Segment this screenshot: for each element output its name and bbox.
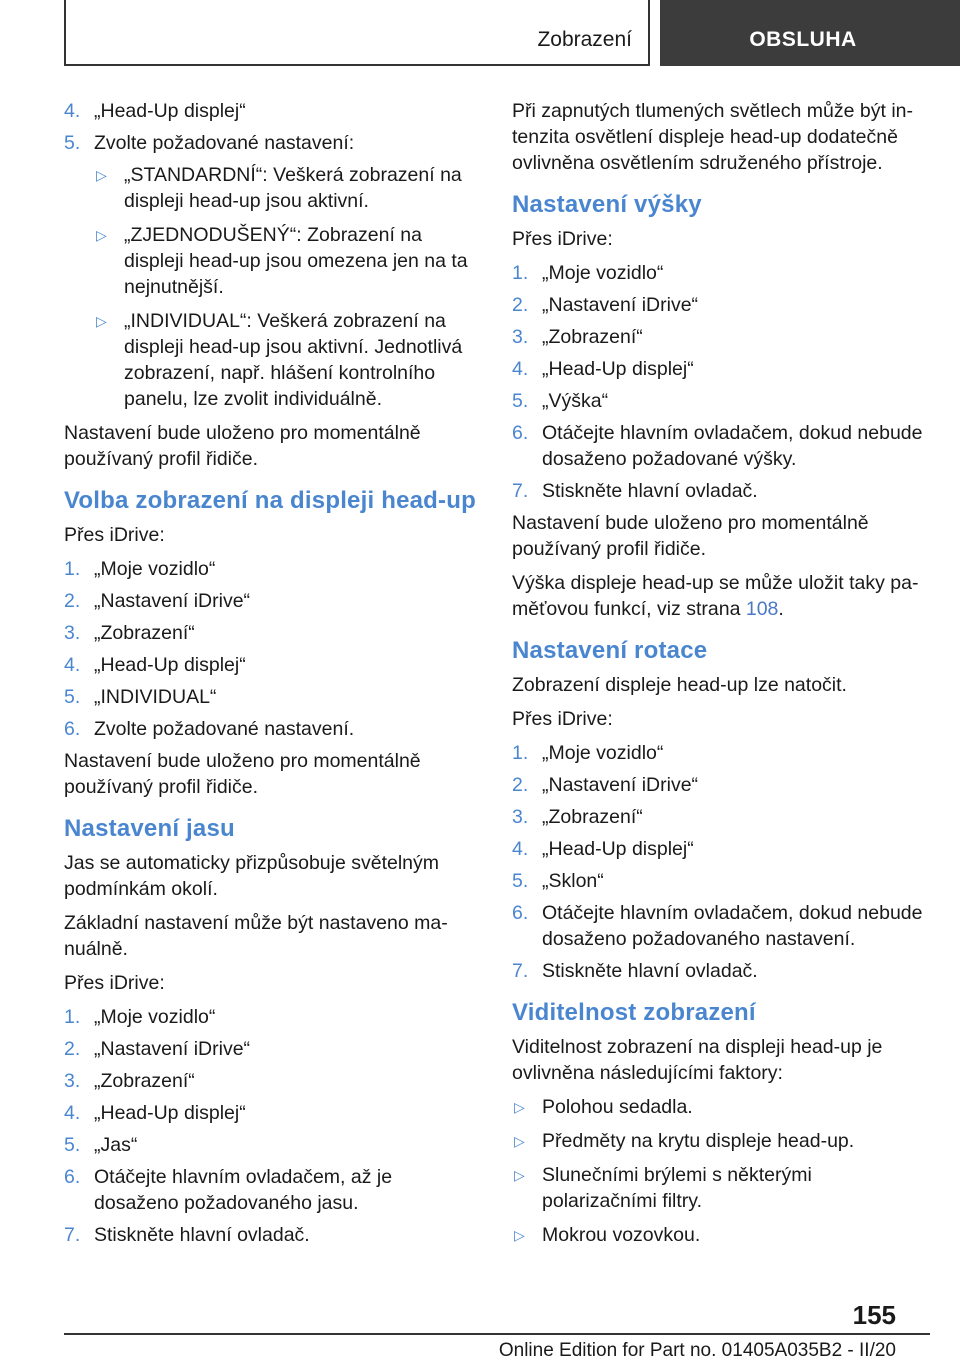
step-number: 2. — [64, 1038, 81, 1060]
list-item — [512, 804, 927, 830]
step-number: 4. — [64, 100, 81, 122]
chapter-title: OBSLUHA — [749, 28, 857, 51]
step-text: Otáčejte hlavním ovladačem, až je dosaženo požadovaného jasu. — [94, 1166, 393, 1214]
steps-volba-list — [64, 556, 479, 742]
step-number: 4. — [64, 1102, 81, 1124]
step-number: 7. — [64, 1224, 81, 1246]
list-item — [512, 388, 927, 414]
page-link[interactable]: 108 — [745, 598, 779, 620]
memory-paragraph — [512, 570, 927, 622]
step-number: 2. — [512, 294, 529, 316]
memory-text-end: . — [778, 598, 784, 620]
step-number: 3. — [64, 1070, 81, 1092]
step-number: 7. — [512, 960, 529, 982]
step-text: „Nastavení iDrive“ — [542, 294, 699, 316]
right-column — [512, 98, 927, 1256]
factor-text: Mokrou vozovkou. — [542, 1224, 701, 1246]
step-text: „Sklon“ — [542, 870, 604, 892]
list-item — [64, 1164, 479, 1216]
left-column — [64, 98, 479, 1254]
option-text: „ZJEDNODUŠENÝ“: Zobrazení na displeji head-up jsou omezena jen na ta nejnutnější. — [124, 224, 468, 298]
list-item — [512, 260, 927, 286]
jas-paragraph: Jas se automaticky přizpůsobuje světelným podmínkám okolí. — [64, 852, 440, 900]
step-number: 5. — [512, 870, 529, 892]
list-item — [64, 130, 479, 156]
step-number: 6. — [64, 1166, 81, 1188]
step-text: Zvolte požadované nastavení. — [94, 718, 355, 740]
step-number: 2. — [64, 590, 81, 612]
step-text: Otáčejte hlavním ovladačem, dokud nebude dosaženo požadované výšky. — [542, 422, 923, 470]
step-number: 5. — [64, 686, 81, 708]
step-text: „Zobrazení“ — [542, 326, 643, 348]
list-item — [64, 684, 479, 710]
viditelnost-paragraph: Viditelnost zobrazení na displeji head-up je ovlivněna následujícími faktory: — [512, 1036, 883, 1084]
section-title: Zobrazení — [537, 28, 632, 51]
intro-paragraph: Při zapnutých tlumených světlech může být intenzita osvětlení displeje head-up dodatečně ovlivněna osvětlením sdruženého přístroje. — [512, 100, 914, 174]
step-text: „Moje vozidlo“ — [542, 742, 664, 764]
list-item — [64, 1222, 479, 1248]
list-item — [512, 740, 927, 766]
triangle-bullet-icon: ▷ — [96, 313, 107, 329]
jas-paragraph: Základní nastavení může být nastaveno manuálně. — [64, 912, 448, 960]
step-number: 5. — [64, 132, 81, 154]
via-idrive: Přes iDrive: — [64, 972, 165, 994]
step-number: 5. — [64, 1134, 81, 1156]
list-item — [64, 1036, 479, 1062]
step-text: „Jas“ — [94, 1134, 138, 1156]
list-item — [512, 900, 927, 952]
step-number: 3. — [512, 326, 529, 348]
steps-rotace-list — [512, 740, 927, 984]
step-number: 3. — [64, 622, 81, 644]
list-item — [64, 588, 479, 614]
list-item — [512, 324, 927, 350]
step-number: 6. — [512, 422, 529, 444]
heading-jas: Nastavení jasu — [64, 815, 235, 842]
step-number: 1. — [64, 558, 81, 580]
step-number: 1. — [512, 262, 529, 284]
step-number: 4. — [512, 838, 529, 860]
memory-text: Výška displeje head-up se může uložit taky paměťovou funkcí, viz strana — [512, 572, 919, 620]
step-number: 5. — [512, 390, 529, 412]
list-item — [512, 1162, 927, 1214]
factor-text: Polohou sedadla. — [542, 1096, 693, 1118]
via-idrive: Přes iDrive: — [64, 524, 165, 546]
triangle-bullet-icon: ▷ — [514, 1133, 525, 1149]
factor-text: Předměty na krytu displeje head-up. — [542, 1130, 855, 1152]
list-item — [94, 308, 479, 412]
steps-jas-list — [64, 1004, 479, 1248]
step-number: 6. — [64, 718, 81, 740]
step-text: „Head-Up displej“ — [542, 838, 694, 860]
list-item — [512, 958, 927, 984]
step-text: „Moje vozidlo“ — [94, 1006, 216, 1028]
list-item — [512, 356, 927, 382]
triangle-bullet-icon: ▷ — [514, 1167, 525, 1183]
triangle-bullet-icon: ▷ — [514, 1099, 525, 1115]
triangle-bullet-icon: ▷ — [514, 1227, 525, 1243]
list-item — [512, 836, 927, 862]
step-text: „Nastavení iDrive“ — [94, 590, 251, 612]
list-item — [512, 868, 927, 894]
list-item — [64, 1068, 479, 1094]
factor-text: Slunečními brýlemi s některými polarizačními filtry. — [542, 1164, 812, 1212]
list-item — [94, 162, 479, 214]
step-text: Stiskněte hlavní ovladač. — [542, 480, 758, 502]
page-number: 155 — [852, 1300, 896, 1330]
list-item — [94, 222, 479, 300]
step-text: Zvolte požadované nastavení: — [94, 132, 355, 154]
step-number: 4. — [512, 358, 529, 380]
list-item — [512, 420, 927, 472]
list-item — [64, 1132, 479, 1158]
step-text: Otáčejte hlavním ovladačem, dokud nebude dosaženo požadovaného nastavení. — [542, 902, 923, 950]
note-paragraph: Nastavení bude uloženo pro momentálně používaný profil řidiče. — [64, 750, 421, 798]
page-header — [0, 0, 960, 66]
chapter-tab — [660, 0, 960, 66]
step-text: „Nastavení iDrive“ — [542, 774, 699, 796]
option-text: „INDIVIDUAL“: Veškerá zobrazení na displeji head-up jsou aktivní. Jednotlivá zobrazení, např. hlášení kontrolního panelu, lze zvolit individuálně. — [124, 310, 463, 410]
list-item — [64, 1100, 479, 1126]
list-item — [64, 620, 479, 646]
step-text: „INDIVIDUAL“ — [94, 686, 217, 708]
list-item — [512, 1094, 927, 1120]
list-item — [64, 556, 479, 582]
list-item — [512, 1222, 927, 1248]
step-text: „Moje vozidlo“ — [94, 558, 216, 580]
rotace-paragraph: Zobrazení displeje head-up lze natočit. — [512, 674, 847, 696]
step-text: „Zobrazení“ — [94, 1070, 195, 1092]
list-item — [64, 1004, 479, 1030]
step-text: „Head-Up displej“ — [542, 358, 694, 380]
list-item — [64, 652, 479, 678]
heading-viditelnost: Viditelnost zobrazení — [512, 999, 756, 1026]
step-text: „Zobrazení“ — [94, 622, 195, 644]
step-text: „Zobrazení“ — [542, 806, 643, 828]
step-number: 7. — [512, 480, 529, 502]
via-idrive: Přes iDrive: — [512, 708, 613, 730]
list-item — [512, 1128, 927, 1154]
step-number: 1. — [512, 742, 529, 764]
list-item — [512, 478, 927, 504]
step-text: „Nastavení iDrive“ — [94, 1038, 251, 1060]
heading-rotace: Nastavení rotace — [512, 637, 708, 664]
heading-vysky: Nastavení výšky — [512, 191, 702, 218]
edition-text: Online Edition for Part no. 01405A035B2 - II/20 — [498, 1340, 896, 1361]
triangle-bullet-icon: ▷ — [96, 167, 107, 183]
options-list — [94, 162, 479, 412]
step-number: 1. — [64, 1006, 81, 1028]
step-text: Stiskněte hlavní ovladač. — [94, 1224, 310, 1246]
step-number: 6. — [512, 902, 529, 924]
steps-top-list — [64, 98, 479, 156]
step-text: „Moje vozidlo“ — [542, 262, 664, 284]
step-number: 4. — [64, 654, 81, 676]
list-item — [512, 292, 927, 318]
step-text: Stiskněte hlavní ovladač. — [542, 960, 758, 982]
step-number: 3. — [512, 806, 529, 828]
heading-volba: Volba zobrazení na displeji head-up — [64, 487, 476, 514]
factors-list — [512, 1094, 927, 1248]
step-number: 2. — [512, 774, 529, 796]
list-item — [64, 98, 479, 124]
step-text: „Výška“ — [542, 390, 609, 412]
list-item — [64, 716, 479, 742]
step-text: „Head-Up displej“ — [94, 1102, 246, 1124]
step-text: „Head-Up displej“ — [94, 100, 246, 122]
step-text: „Head-Up displej“ — [94, 654, 246, 676]
note-paragraph: Nastavení bude uloženo pro momentálně používaný profil řidiče. — [512, 512, 869, 560]
triangle-bullet-icon: ▷ — [96, 227, 107, 243]
steps-vysky-list — [512, 260, 927, 504]
header-frame — [64, 0, 650, 66]
option-text: „STANDARDNÍ“: Veškerá zobrazení na displeji head-up jsou aktivní. — [124, 164, 462, 212]
via-idrive: Přes iDrive: — [512, 228, 613, 250]
list-item — [512, 772, 927, 798]
note-paragraph: Nastavení bude uloženo pro momentálně používaný profil řidiče. — [64, 422, 421, 470]
footer-divider — [64, 1333, 930, 1335]
